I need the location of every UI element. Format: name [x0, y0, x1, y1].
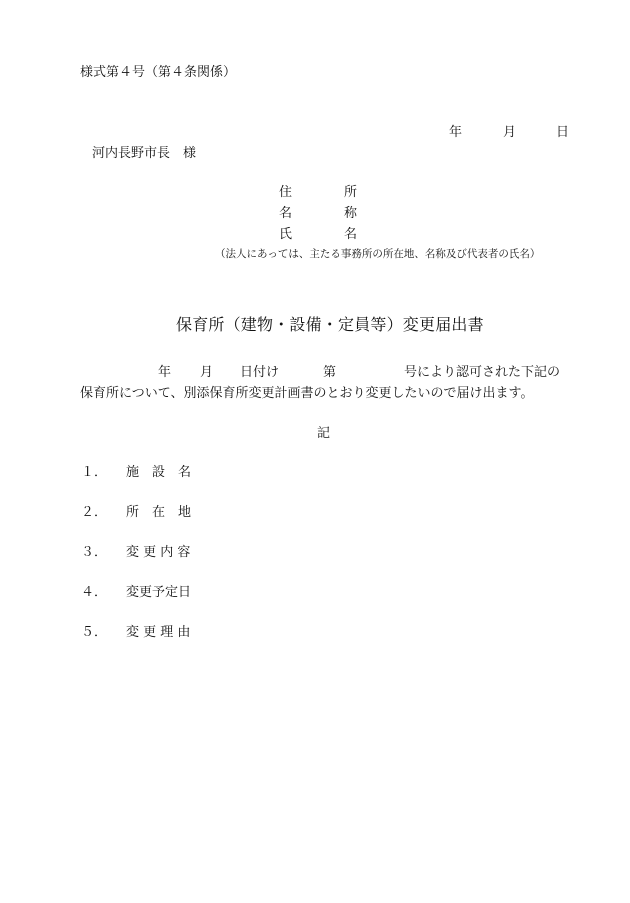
item-number: ４．	[81, 585, 108, 600]
document-title: 保育所（建物・設備・定員等）変更届出書	[176, 315, 484, 334]
date-year-label: 年	[449, 125, 463, 140]
body-dated-label: 日付け	[240, 365, 280, 380]
item-number: ５．	[81, 625, 108, 640]
applicant-name-label: 称	[344, 206, 358, 221]
item-label-facility-name: 施 設 名	[126, 465, 192, 480]
applicant-address-label: 所	[344, 185, 358, 200]
body-year-label: 年	[158, 365, 172, 380]
item-number: １．	[81, 465, 108, 480]
item-number: ２．	[81, 505, 108, 520]
date-day-label: 日	[556, 125, 570, 140]
applicant-person-label: 氏	[279, 227, 293, 242]
applicant-address-label: 住	[279, 185, 293, 200]
body-text-line-1: 号により認可された下記の	[404, 365, 561, 380]
item-label-change-reason: 変 更 理 由	[126, 625, 191, 640]
date-month-label: 月	[503, 125, 517, 140]
addressee: 河内長野市長 様	[92, 146, 197, 161]
form-number-label: 様式第４号（第４条関係）	[80, 65, 237, 80]
item-number: ３．	[81, 545, 108, 560]
item-label-change-details: 変 更 内 容	[126, 545, 191, 560]
applicant-name-label: 名	[279, 206, 293, 221]
body-month-label: 月	[200, 365, 214, 380]
body-text-line-2: 保育所について、別添保育所変更計画書のとおり変更したいので届け出ます。	[80, 386, 534, 401]
ki-heading: 記	[317, 426, 331, 441]
applicant-person-label: 名	[344, 227, 358, 242]
item-label-location: 所 在 地	[126, 505, 192, 520]
applicant-note: （法人にあっては、主たる事務所の所在地、名称及び代表者の氏名）	[215, 248, 541, 260]
body-number-label: 第	[323, 365, 337, 380]
item-label-change-date: 変更予定日	[126, 585, 192, 600]
